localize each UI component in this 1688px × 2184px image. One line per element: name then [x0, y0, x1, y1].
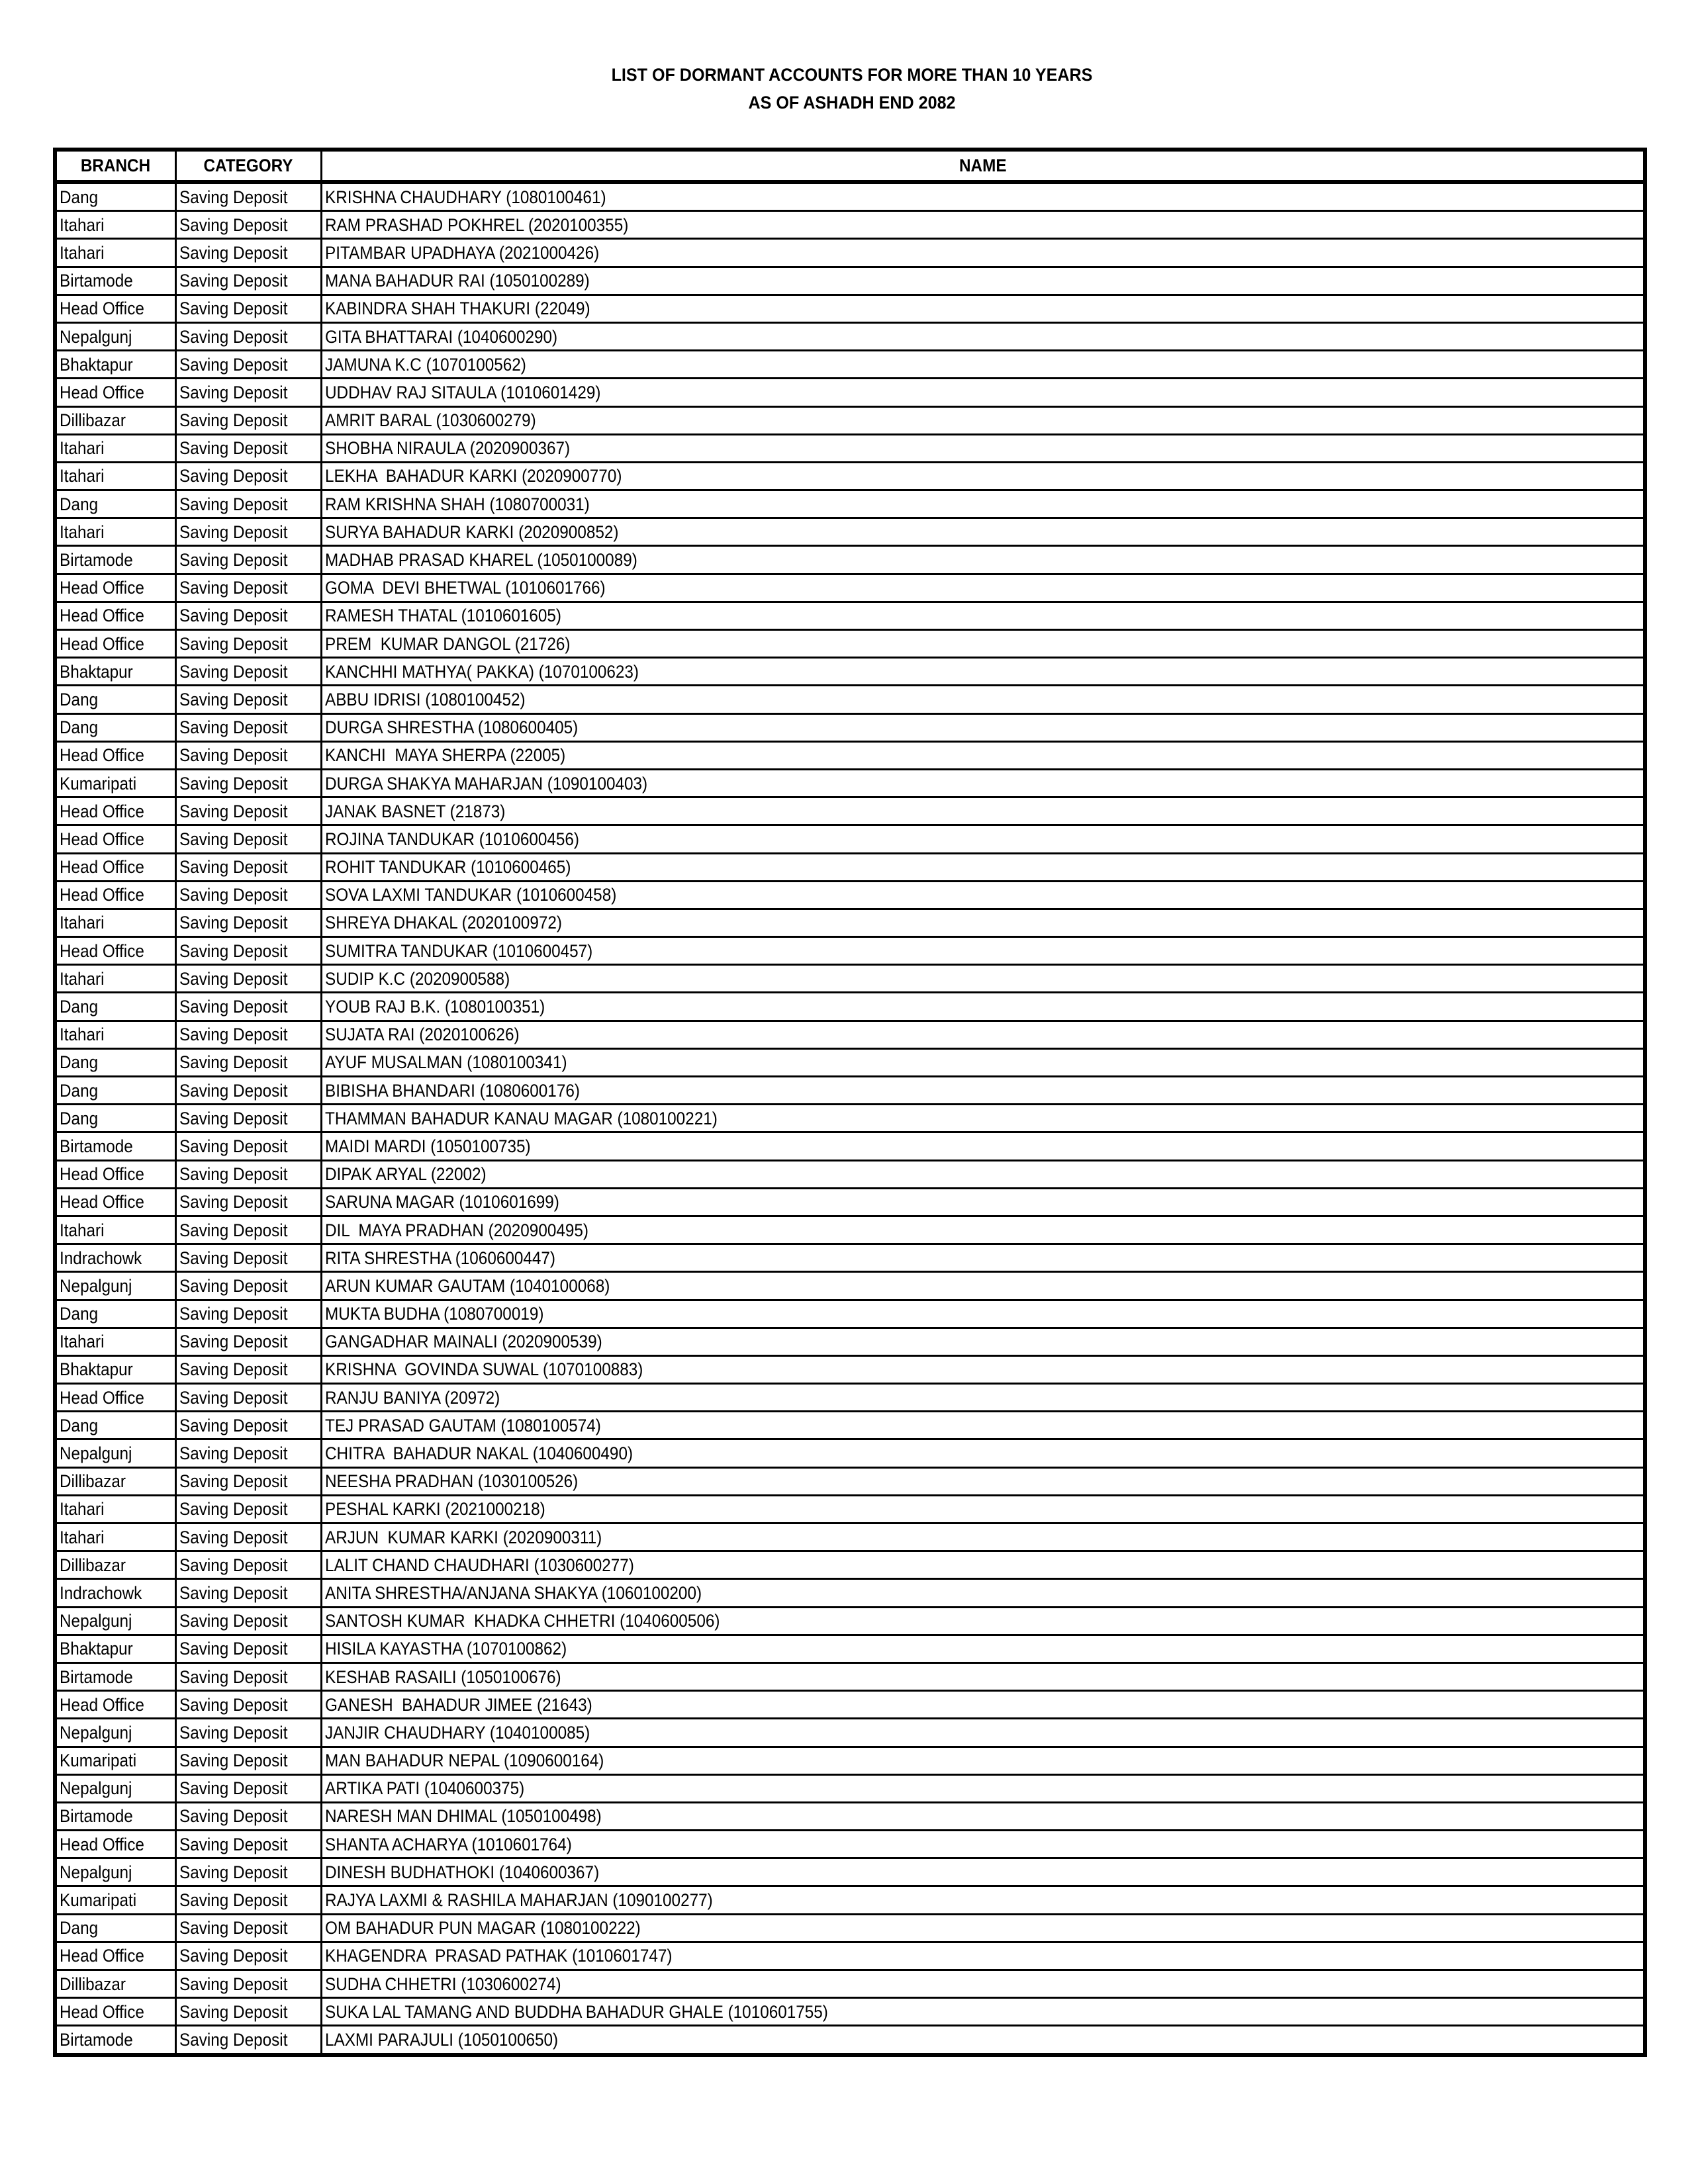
account-name-cell: CHITRA BAHADUR NAKAL (1040600490) — [321, 1439, 1645, 1467]
account-name-cell: MANA BAHADUR RAI (1050100289) — [321, 267, 1645, 295]
branch-cell: Itahari — [55, 1021, 175, 1048]
account-name-cell: KABINDRA SHAH THAKURI (22049) — [321, 295, 1645, 322]
table-row — [55, 1328, 1645, 1355]
branch-cell: Itahari — [55, 211, 175, 239]
account-name-cell: RAJYA LAXMI & RASHILA MAHARJAN (1090100277) — [321, 1886, 1645, 1914]
category-cell: Saving Deposit — [175, 1998, 321, 2026]
branch-cell: Bhaktapur — [55, 351, 175, 379]
branch-cell: Bhaktapur — [55, 1635, 175, 1662]
category-cell: Saving Deposit — [175, 379, 321, 406]
branch-cell: Head Office — [55, 602, 175, 629]
account-name-cell: KRISHNA GOVINDA SUWAL (1070100883) — [321, 1355, 1645, 1383]
category-cell: Saving Deposit — [175, 1691, 321, 1719]
category-cell: Saving Deposit — [175, 546, 321, 574]
document-title-block — [0, 61, 1688, 116]
dormant-accounts-table — [53, 148, 1647, 2057]
category-cell: Saving Deposit — [175, 713, 321, 741]
branch-cell: Itahari — [55, 965, 175, 993]
account-name-cell: SHREYA DHAKAL (2020100972) — [321, 909, 1645, 936]
column-header-name: NAME — [321, 150, 1645, 182]
table-row — [55, 1774, 1645, 1802]
branch-cell: Head Office — [55, 379, 175, 406]
table-body — [55, 182, 1645, 2055]
account-name-cell: DURGA SHRESTHA (1080600405) — [321, 713, 1645, 741]
table-row — [55, 1942, 1645, 1970]
table-row — [55, 1160, 1645, 1188]
branch-cell: Head Office — [55, 1831, 175, 1858]
branch-cell: Dang — [55, 1914, 175, 1942]
branch-cell: Birtamode — [55, 546, 175, 574]
category-cell: Saving Deposit — [175, 1802, 321, 1830]
branch-cell: Itahari — [55, 239, 175, 267]
account-name-cell: KANCHI MAYA SHERPA (22005) — [321, 741, 1645, 769]
category-cell: Saving Deposit — [175, 1747, 321, 1774]
table-row — [55, 1914, 1645, 1942]
branch-cell: Nepalgunj — [55, 1719, 175, 1747]
category-cell: Saving Deposit — [175, 1160, 321, 1188]
branch-cell: Kumaripati — [55, 1886, 175, 1914]
branch-cell: Itahari — [55, 1328, 175, 1355]
account-name-cell: MADHAB PRASAD KHAREL (1050100089) — [321, 546, 1645, 574]
account-name-cell: RAM PRASHAD POKHREL (2020100355) — [321, 211, 1645, 239]
account-name-cell: SUDHA CHHETRI (1030600274) — [321, 1970, 1645, 1998]
table-row — [55, 182, 1645, 211]
account-name-cell: YOUB RAJ B.K. (1080100351) — [321, 993, 1645, 1021]
category-cell: Saving Deposit — [175, 1328, 321, 1355]
category-cell: Saving Deposit — [175, 993, 321, 1021]
account-name-cell: DIPAK ARYAL (22002) — [321, 1160, 1645, 1188]
table-row — [55, 546, 1645, 574]
table-row — [55, 1970, 1645, 1998]
branch-cell: Itahari — [55, 909, 175, 936]
table-row — [55, 1105, 1645, 1132]
branch-cell: Head Office — [55, 1188, 175, 1216]
account-name-cell: LAXMI PARAJULI (1050100650) — [321, 2026, 1645, 2055]
table-row — [55, 322, 1645, 350]
branch-cell: Head Office — [55, 853, 175, 881]
branch-cell: Bhaktapur — [55, 1355, 175, 1383]
table-row — [55, 574, 1645, 602]
category-cell: Saving Deposit — [175, 1858, 321, 1886]
table-row — [55, 741, 1645, 769]
account-name-cell: TEJ PRASAD GAUTAM (1080100574) — [321, 1412, 1645, 1439]
table-row — [55, 1355, 1645, 1383]
table-row — [55, 239, 1645, 267]
category-cell: Saving Deposit — [175, 965, 321, 993]
table-row — [55, 1524, 1645, 1551]
account-name-cell: DURGA SHAKYA MAHARJAN (1090100403) — [321, 769, 1645, 797]
account-name-cell: NEESHA PRADHAN (1030100526) — [321, 1467, 1645, 1495]
category-cell: Saving Deposit — [175, 1886, 321, 1914]
account-name-cell: RITA SHRESTHA (1060600447) — [321, 1244, 1645, 1272]
category-cell: Saving Deposit — [175, 1524, 321, 1551]
table-row — [55, 1439, 1645, 1467]
category-cell: Saving Deposit — [175, 1272, 321, 1300]
account-name-cell: AMRIT BARAL (1030600279) — [321, 406, 1645, 434]
category-cell: Saving Deposit — [175, 1355, 321, 1383]
branch-cell: Dillibazar — [55, 1467, 175, 1495]
account-name-cell: ROJINA TANDUKAR (1010600456) — [321, 825, 1645, 853]
category-cell: Saving Deposit — [175, 1495, 321, 1523]
category-cell: Saving Deposit — [175, 434, 321, 462]
category-cell: Saving Deposit — [175, 1439, 321, 1467]
table-row — [55, 1886, 1645, 1914]
account-name-cell: SUDIP K.C (2020900588) — [321, 965, 1645, 993]
branch-cell: Dang — [55, 686, 175, 713]
table-row — [55, 211, 1645, 239]
category-cell: Saving Deposit — [175, 1942, 321, 1970]
table-row — [55, 1021, 1645, 1048]
branch-cell: Dang — [55, 1048, 175, 1076]
table-row — [55, 1188, 1645, 1216]
category-cell: Saving Deposit — [175, 295, 321, 322]
branch-cell: Head Office — [55, 881, 175, 909]
account-name-cell: LALIT CHAND CHAUDHARI (1030600277) — [321, 1551, 1645, 1579]
table-row — [55, 1300, 1645, 1328]
account-name-cell: THAMMAN BAHADUR KANAU MAGAR (1080100221) — [321, 1105, 1645, 1132]
branch-cell: Indrachowk — [55, 1579, 175, 1607]
branch-cell: Bhaktapur — [55, 658, 175, 686]
account-name-cell: SARUNA MAGAR (1010601699) — [321, 1188, 1645, 1216]
account-name-cell: MAIDI MARDI (1050100735) — [321, 1132, 1645, 1160]
branch-cell: Head Office — [55, 797, 175, 825]
category-cell: Saving Deposit — [175, 1077, 321, 1105]
table-row — [55, 909, 1645, 936]
category-cell: Saving Deposit — [175, 239, 321, 267]
branch-cell: Dillibazar — [55, 406, 175, 434]
table-row — [55, 1467, 1645, 1495]
branch-cell: Itahari — [55, 462, 175, 490]
branch-cell: Head Office — [55, 937, 175, 965]
branch-cell: Birtamode — [55, 1802, 175, 1830]
category-cell: Saving Deposit — [175, 2026, 321, 2055]
account-name-cell: SOVA LAXMI TANDUKAR (1010600458) — [321, 881, 1645, 909]
branch-cell: Itahari — [55, 518, 175, 546]
branch-cell: Itahari — [55, 434, 175, 462]
table-row — [55, 825, 1645, 853]
table-row — [55, 1831, 1645, 1858]
table-header-row — [55, 150, 1645, 182]
table-row — [55, 1719, 1645, 1747]
branch-cell: Birtamode — [55, 2026, 175, 2055]
table-row — [55, 993, 1645, 1021]
category-cell: Saving Deposit — [175, 267, 321, 295]
account-name-cell: GANGADHAR MAINALI (2020900539) — [321, 1328, 1645, 1355]
account-name-cell: ROHIT TANDUKAR (1010600465) — [321, 853, 1645, 881]
table-row — [55, 797, 1645, 825]
account-name-cell: AYUF MUSALMAN (1080100341) — [321, 1048, 1645, 1076]
branch-cell: Dang — [55, 1077, 175, 1105]
category-cell: Saving Deposit — [175, 937, 321, 965]
branch-cell: Dang — [55, 490, 175, 518]
category-cell: Saving Deposit — [175, 1831, 321, 1858]
table-row — [55, 462, 1645, 490]
account-name-cell: ABBU IDRISI (1080100452) — [321, 686, 1645, 713]
table-row — [55, 658, 1645, 686]
table-row — [55, 1048, 1645, 1076]
branch-cell: Head Office — [55, 1160, 175, 1188]
branch-cell: Head Office — [55, 295, 175, 322]
table-row — [55, 853, 1645, 881]
table-row — [55, 490, 1645, 518]
table-row — [55, 1272, 1645, 1300]
branch-cell: Dang — [55, 713, 175, 741]
category-cell: Saving Deposit — [175, 1300, 321, 1328]
branch-cell: Indrachowk — [55, 1244, 175, 1272]
branch-cell: Itahari — [55, 1495, 175, 1523]
column-header-branch: BRANCH — [55, 150, 175, 182]
table-row — [55, 434, 1645, 462]
category-cell: Saving Deposit — [175, 1244, 321, 1272]
branch-cell: Nepalgunj — [55, 1774, 175, 1802]
branch-cell: Itahari — [55, 1216, 175, 1244]
branch-cell: Head Office — [55, 1942, 175, 1970]
account-name-cell: SURYA BAHADUR KARKI (2020900852) — [321, 518, 1645, 546]
table-row — [55, 1244, 1645, 1272]
branch-cell: Dang — [55, 1300, 175, 1328]
category-cell: Saving Deposit — [175, 1914, 321, 1942]
account-name-cell: RAMESH THATAL (1010601605) — [321, 602, 1645, 629]
account-name-cell: BIBISHA BHANDARI (1080600176) — [321, 1077, 1645, 1105]
category-cell: Saving Deposit — [175, 1551, 321, 1579]
branch-cell: Birtamode — [55, 1662, 175, 1690]
category-cell: Saving Deposit — [175, 1132, 321, 1160]
table-row — [55, 2026, 1645, 2055]
account-name-cell: UDDHAV RAJ SITAULA (1010601429) — [321, 379, 1645, 406]
account-name-cell: SHOBHA NIRAULA (2020900367) — [321, 434, 1645, 462]
account-name-cell: DIL MAYA PRADHAN (2020900495) — [321, 1216, 1645, 1244]
table-row — [55, 1132, 1645, 1160]
account-name-cell: DINESH BUDHATHOKI (1040600367) — [321, 1858, 1645, 1886]
account-name-cell: GOMA DEVI BHETWAL (1010601766) — [321, 574, 1645, 602]
table-row — [55, 1691, 1645, 1719]
branch-cell: Dang — [55, 1105, 175, 1132]
table-row — [55, 937, 1645, 965]
branch-cell: Head Office — [55, 1384, 175, 1412]
branch-cell: Dillibazar — [55, 1970, 175, 1998]
category-cell: Saving Deposit — [175, 909, 321, 936]
table-row — [55, 406, 1645, 434]
account-name-cell: ARTIKA PATI (1040600375) — [321, 1774, 1645, 1802]
branch-cell: Nepalgunj — [55, 1858, 175, 1886]
category-cell: Saving Deposit — [175, 853, 321, 881]
account-name-cell: SUKA LAL TAMANG AND BUDDHA BAHADUR GHALE (1010601755) — [321, 1998, 1645, 2026]
category-cell: Saving Deposit — [175, 1216, 321, 1244]
category-cell: Saving Deposit — [175, 1579, 321, 1607]
account-name-cell: RANJU BANIYA (20972) — [321, 1384, 1645, 1412]
account-name-cell: SUJATA RAI (2020100626) — [321, 1021, 1645, 1048]
account-name-cell: PESHAL KARKI (2021000218) — [321, 1495, 1645, 1523]
table-row — [55, 686, 1645, 713]
branch-cell: Dang — [55, 993, 175, 1021]
branch-cell: Nepalgunj — [55, 1272, 175, 1300]
account-name-cell: KHAGENDRA PRASAD PATHAK (1010601747) — [321, 1942, 1645, 1970]
branch-cell: Head Office — [55, 630, 175, 658]
category-cell: Saving Deposit — [175, 686, 321, 713]
table-row — [55, 881, 1645, 909]
account-name-cell: SUMITRA TANDUKAR (1010600457) — [321, 937, 1645, 965]
category-cell: Saving Deposit — [175, 1774, 321, 1802]
table-row — [55, 1747, 1645, 1774]
table-row — [55, 1216, 1645, 1244]
table-row — [55, 630, 1645, 658]
table-row — [55, 1858, 1645, 1886]
table-row — [55, 1635, 1645, 1662]
category-cell: Saving Deposit — [175, 1662, 321, 1690]
account-name-cell: KANCHHI MATHYA( PAKKA) (1070100623) — [321, 658, 1645, 686]
branch-cell: Head Office — [55, 825, 175, 853]
category-cell: Saving Deposit — [175, 1412, 321, 1439]
account-name-cell: JANAK BASNET (21873) — [321, 797, 1645, 825]
account-name-cell: LEKHA BAHADUR KARKI (2020900770) — [321, 462, 1645, 490]
table-row — [55, 1551, 1645, 1579]
account-name-cell: OM BAHADUR PUN MAGAR (1080100222) — [321, 1914, 1645, 1942]
account-name-cell: MAN BAHADUR NEPAL (1090600164) — [321, 1747, 1645, 1774]
branch-cell: Birtamode — [55, 267, 175, 295]
category-cell: Saving Deposit — [175, 1607, 321, 1635]
table-row — [55, 1384, 1645, 1412]
category-cell: Saving Deposit — [175, 630, 321, 658]
column-header-category: CATEGORY — [175, 150, 321, 182]
table-row — [55, 1802, 1645, 1830]
category-cell: Saving Deposit — [175, 351, 321, 379]
account-name-cell: PREM KUMAR DANGOL (21726) — [321, 630, 1645, 658]
category-cell: Saving Deposit — [175, 490, 321, 518]
branch-cell: Dang — [55, 182, 175, 211]
branch-cell: Dillibazar — [55, 1551, 175, 1579]
account-name-cell: ARJUN KUMAR KARKI (2020900311) — [321, 1524, 1645, 1551]
account-name-cell: MUKTA BUDHA (1080700019) — [321, 1300, 1645, 1328]
category-cell: Saving Deposit — [175, 518, 321, 546]
account-name-cell: GANESH BAHADUR JIMEE (21643) — [321, 1691, 1645, 1719]
branch-cell: Birtamode — [55, 1132, 175, 1160]
category-cell: Saving Deposit — [175, 797, 321, 825]
category-cell: Saving Deposit — [175, 1467, 321, 1495]
table-row — [55, 1662, 1645, 1690]
account-name-cell: SHANTA ACHARYA (1010601764) — [321, 1831, 1645, 1858]
category-cell: Saving Deposit — [175, 769, 321, 797]
branch-cell: Nepalgunj — [55, 1607, 175, 1635]
account-name-cell: PITAMBAR UPADHAYA (2021000426) — [321, 239, 1645, 267]
account-name-cell: JANJIR CHAUDHARY (1040100085) — [321, 1719, 1645, 1747]
category-cell: Saving Deposit — [175, 602, 321, 629]
table-row — [55, 267, 1645, 295]
branch-cell: Kumaripati — [55, 769, 175, 797]
branch-cell: Kumaripati — [55, 1747, 175, 1774]
account-name-cell: NARESH MAN DHIMAL (1050100498) — [321, 1802, 1645, 1830]
table-row — [55, 1998, 1645, 2026]
table-row — [55, 1412, 1645, 1439]
category-cell: Saving Deposit — [175, 182, 321, 211]
branch-cell: Itahari — [55, 1524, 175, 1551]
category-cell: Saving Deposit — [175, 1021, 321, 1048]
account-name-cell: RAM KRISHNA SHAH (1080700031) — [321, 490, 1645, 518]
category-cell: Saving Deposit — [175, 211, 321, 239]
branch-cell: Head Office — [55, 1691, 175, 1719]
table-row — [55, 351, 1645, 379]
table-row — [55, 1607, 1645, 1635]
table-row — [55, 1495, 1645, 1523]
table-row — [55, 602, 1645, 629]
document-title: LIST OF DORMANT ACCOUNTS FOR MORE THAN 10 YEARS — [611, 65, 1093, 85]
category-cell: Saving Deposit — [175, 1635, 321, 1662]
table-row — [55, 965, 1645, 993]
document-subtitle: AS OF ASHADH END 2082 — [748, 93, 956, 113]
account-name-cell: KRISHNA CHAUDHARY (1080100461) — [321, 182, 1645, 211]
account-name-cell: ANITA SHRESTHA/ANJANA SHAKYA (1060100200) — [321, 1579, 1645, 1607]
account-name-cell: GITA BHATTARAI (1040600290) — [321, 322, 1645, 350]
account-name-cell: SANTOSH KUMAR KHADKA CHHETRI (1040600506) — [321, 1607, 1645, 1635]
table-row — [55, 769, 1645, 797]
category-cell: Saving Deposit — [175, 1105, 321, 1132]
category-cell: Saving Deposit — [175, 741, 321, 769]
table-row — [55, 518, 1645, 546]
account-name-cell: ARUN KUMAR GAUTAM (1040100068) — [321, 1272, 1645, 1300]
category-cell: Saving Deposit — [175, 658, 321, 686]
category-cell: Saving Deposit — [175, 881, 321, 909]
category-cell: Saving Deposit — [175, 462, 321, 490]
table-row — [55, 713, 1645, 741]
branch-cell: Head Office — [55, 741, 175, 769]
account-name-cell: HISILA KAYASTHA (1070100862) — [321, 1635, 1645, 1662]
category-cell: Saving Deposit — [175, 825, 321, 853]
account-name-cell: KESHAB RASAILI (1050100676) — [321, 1662, 1645, 1690]
category-cell: Saving Deposit — [175, 1384, 321, 1412]
branch-cell: Head Office — [55, 1998, 175, 2026]
table-row — [55, 1077, 1645, 1105]
branch-cell: Nepalgunj — [55, 1439, 175, 1467]
branch-cell: Dang — [55, 1412, 175, 1439]
category-cell: Saving Deposit — [175, 1188, 321, 1216]
table-row — [55, 295, 1645, 322]
category-cell: Saving Deposit — [175, 1970, 321, 1998]
account-name-cell: JAMUNA K.C (1070100562) — [321, 351, 1645, 379]
branch-cell: Head Office — [55, 574, 175, 602]
category-cell: Saving Deposit — [175, 406, 321, 434]
category-cell: Saving Deposit — [175, 1719, 321, 1747]
category-cell: Saving Deposit — [175, 1048, 321, 1076]
branch-cell: Nepalgunj — [55, 322, 175, 350]
category-cell: Saving Deposit — [175, 574, 321, 602]
category-cell: Saving Deposit — [175, 322, 321, 350]
table-row — [55, 1579, 1645, 1607]
table-row — [55, 379, 1645, 406]
